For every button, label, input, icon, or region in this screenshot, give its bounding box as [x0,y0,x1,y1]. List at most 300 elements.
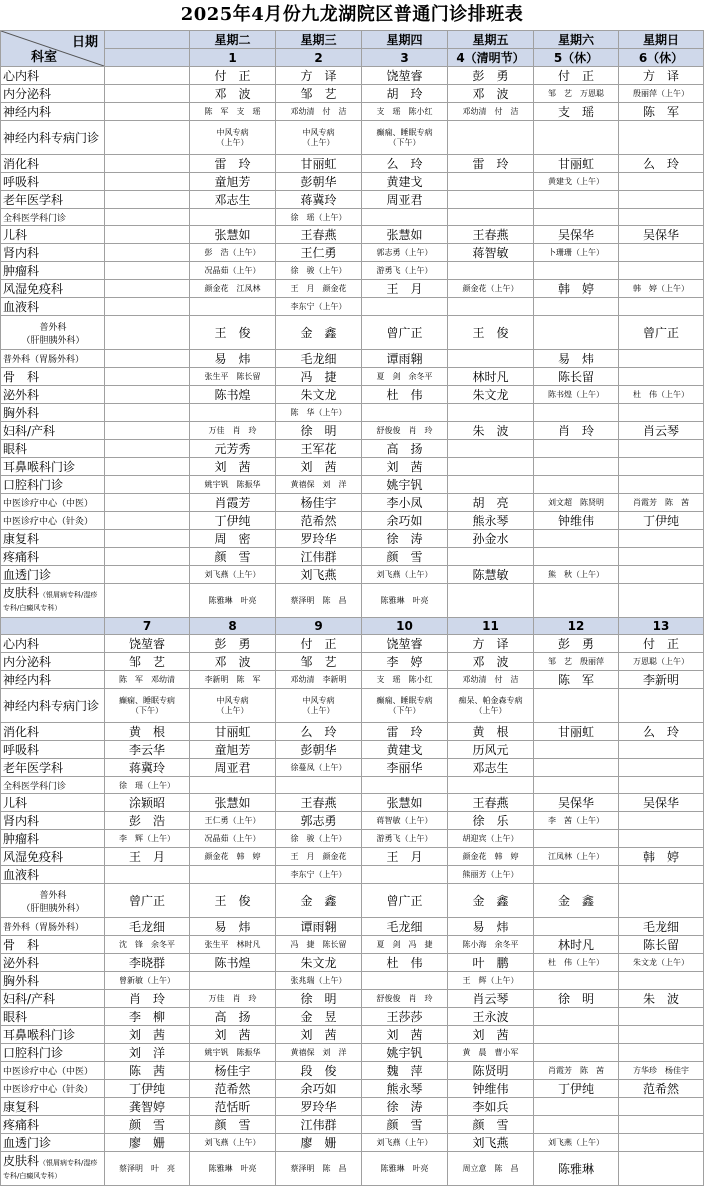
department-name: 血透门诊 [1,566,105,584]
doctor-cell: 陈雅琳 [534,1152,619,1186]
doctor-cell: 况晶茹（上午） [190,262,276,280]
date-header: 7 [105,618,190,635]
doctor-cell: 李 辉（上午） [105,830,190,848]
doctor-cell [619,458,704,476]
doctor-cell: 徐 明 [276,422,362,440]
doctor-cell: 历风元 [448,741,534,759]
doctor-cell [448,121,534,155]
empty-cell [105,386,190,404]
doctor-cell: 黄禧保 刘 洋 [276,476,362,494]
table-row [1,173,704,191]
doctor-cell [619,404,704,422]
empty-cell [105,548,190,566]
doctor-cell: 范希然 [619,1080,704,1098]
doctor-cell [619,1098,704,1116]
doctor-cell: 江伟群 [276,1116,362,1134]
table-row [1,404,704,422]
empty-cell [105,209,190,226]
doctor-cell: 徐 涛 [362,530,448,548]
doctor-cell: 廖 姗 [105,1134,190,1152]
doctor-cell [619,759,704,777]
table-row [1,298,704,316]
table-row [1,759,704,777]
doctor-cell: 曾广正 [362,316,448,350]
doctor-cell: 中风专病 （上午） [190,121,276,155]
table-row [1,209,704,226]
doctor-cell [534,1008,619,1026]
doctor-cell [190,209,276,226]
doctor-cell: 李东宁（上午） [276,866,362,884]
doctor-cell: 李 柳 [105,1008,190,1026]
doctor-cell: 王 月 颜金花 [276,848,362,866]
department-name: 风湿免疫科 [1,848,105,866]
empty-cell [105,67,190,85]
department-name: 康复科 [1,530,105,548]
doctor-cell: 刘飞燕（上午） [190,1134,276,1152]
department-name: 老年医学科 [1,191,105,209]
doctor-cell: 黄 晨 曹小军 [448,1044,534,1062]
doctor-cell: 方 译 [276,67,362,85]
doctor-cell: 陈雅琳 叶亮 [190,1152,276,1186]
doctor-cell: 徐 涛 [362,1098,448,1116]
doctor-cell [534,440,619,458]
doctor-cell [619,1134,704,1152]
doctor-cell: 陈贤明 [448,1062,534,1080]
doctor-cell: 周立意 陈 昌 [448,1152,534,1186]
empty-cell [105,512,190,530]
table-row [1,972,704,990]
table-row [1,689,704,723]
table-row [1,440,704,458]
doctor-cell: 易 炜 [534,350,619,368]
empty-cell [105,226,190,244]
doctor-cell: 胡迎宾（上午） [448,830,534,848]
doctor-cell [448,350,534,368]
doctor-cell: 陈书煌 [190,386,276,404]
table-row [1,244,704,262]
doctor-cell [534,972,619,990]
weekday-header: 星期三 [276,31,362,49]
doctor-cell: 王春燕 [276,794,362,812]
doctor-cell: 李 婷 [362,653,448,671]
table-row [1,476,704,494]
doctor-cell: 姚宇钒 陈振华 [190,476,276,494]
date-header: 10 [362,618,448,635]
doctor-cell [534,476,619,494]
department-name: 儿科 [1,794,105,812]
schedule-table-week1 [0,30,704,1186]
doctor-cell: 刘飞燕（上午） [190,566,276,584]
doctor-cell: 么 玲 [619,155,704,173]
department-name: 康复科 [1,1098,105,1116]
doctor-cell: 陈小海 余冬平 [448,936,534,954]
table-row [1,548,704,566]
doctor-cell: 癫痫、睡眠专病 （下午） [362,121,448,155]
doctor-cell: 付 正 [534,67,619,85]
doctor-cell: 罗玲华 [276,530,362,548]
table-row [1,741,704,759]
doctor-cell: 付 正 [190,67,276,85]
doctor-cell: 邓幼清 李新明 [276,671,362,689]
doctor-cell: 么 玲 [362,155,448,173]
doctor-cell: 涂颖昭 [105,794,190,812]
doctor-cell: 支 瑶 [534,103,619,121]
doctor-cell [534,1116,619,1134]
doctor-cell [448,404,534,422]
empty-cell [105,476,190,494]
doctor-cell: 刘 茜 [190,1026,276,1044]
doctor-cell: 邹 艺 殷丽萍 [534,653,619,671]
department-name: 神经内科 [1,103,105,121]
doctor-cell: 金 昱 [276,1008,362,1026]
empty-cell [105,440,190,458]
doctor-cell: 韩 婷（上午） [619,280,704,298]
doctor-cell: 张慧如 [190,226,276,244]
doctor-cell [534,458,619,476]
doctor-cell: 陈书煌（上午） [534,386,619,404]
doctor-cell: 殷丽萍（上午） [619,85,704,103]
doctor-cell [448,209,534,226]
empty-cell [105,103,190,121]
doctor-cell: 彭 勇 [190,635,276,653]
doctor-cell: 胡 亮 [448,494,534,512]
doctor-cell: 彭朝华 [276,741,362,759]
doctor-cell [619,972,704,990]
doctor-cell [534,121,619,155]
doctor-cell: 金 鑫 [276,316,362,350]
week2-date-row [1,618,704,635]
doctor-cell [619,1008,704,1026]
date-header: 1 [190,49,276,67]
doctor-cell: 陈 华（上午） [276,404,362,422]
corner-date-label: 日期 [71,35,98,50]
table-row [1,653,704,671]
doctor-cell [448,298,534,316]
doctor-cell: 张慧如 [190,794,276,812]
doctor-cell: 陈慧敏 [448,566,534,584]
doctor-cell: 彭朝华 [276,173,362,191]
department-name: 内分泌科 [1,85,105,103]
department-name: 肾内科 [1,244,105,262]
doctor-cell: 徐 瑶（上午） [276,209,362,226]
doctor-cell: 丁伊纯 [190,512,276,530]
table-row [1,1152,704,1186]
empty-cell [105,566,190,584]
department-name: 全科医学科门诊 [1,209,105,226]
table-row [1,777,704,794]
doctor-cell: 陈雅琳 叶亮 [362,1152,448,1186]
doctor-cell: 周亚君 [190,759,276,777]
date-header: 13 [619,618,704,635]
date-header: 3 [362,49,448,67]
doctor-cell: 郭志勇 [276,812,362,830]
doctor-cell [619,476,704,494]
doctor-cell: 朱文龙 [448,386,534,404]
doctor-cell: 金 鑫 [448,884,534,918]
doctor-cell: 徐 明 [534,990,619,1008]
doctor-cell: 毛龙细 [276,350,362,368]
department-name: 疼痛科 [1,1116,105,1134]
doctor-cell: 王 月 [362,848,448,866]
department-name: 老年医学科 [1,759,105,777]
doctor-cell [619,440,704,458]
doctor-cell [534,689,619,723]
table-row [1,494,704,512]
doctor-cell: 肖云琴 [448,990,534,1008]
doctor-cell [105,866,190,884]
empty-cell [105,244,190,262]
doctor-cell: 陈 茜 [105,1062,190,1080]
doctor-cell: 邓幼清 付 洁 [448,103,534,121]
doctor-cell [534,209,619,226]
doctor-cell: 张慧如 [362,794,448,812]
doctor-cell: 万佳 肖 玲 [190,422,276,440]
doctor-cell: 游勇飞（上午） [362,830,448,848]
doctor-cell: 熊丽芳（上午） [448,866,534,884]
doctor-cell: 支 瑶 陈小红 [362,671,448,689]
doctor-cell: 朱文龙 [276,386,362,404]
doctor-cell: 王军花 [276,440,362,458]
doctor-cell: 龚智婷 [105,1098,190,1116]
doctor-cell: 张生平 陈长留 [190,368,276,386]
doctor-cell: 林时凡 [534,936,619,954]
doctor-cell: 王仁勇（上午） [190,812,276,830]
department-name: 中医诊疗中心（针灸） [1,1080,105,1098]
doctor-cell: 范希然 [190,1080,276,1098]
table-row [1,794,704,812]
doctor-cell [619,830,704,848]
table-row [1,1044,704,1062]
doctor-cell: 毛龙细 [362,918,448,936]
doctor-cell: 李小凤 [362,494,448,512]
doctor-cell [619,1116,704,1134]
table-row [1,530,704,548]
doctor-cell [448,777,534,794]
doctor-cell: 曾广正 [362,884,448,918]
doctor-cell: 支 瑶 陈小红 [362,103,448,121]
doctor-cell: 熊永琴 [448,512,534,530]
department-name: 肿瘤科 [1,262,105,280]
department-name: 神经内科专病门诊 [1,689,105,723]
empty-cell [105,173,190,191]
doctor-cell: 陈长留 [534,368,619,386]
doctor-cell [534,584,619,618]
doctor-cell: 蒋冀玲 [105,759,190,777]
doctor-cell: 邓 波 [448,653,534,671]
doctor-cell: 夏 剑 余冬平 [362,368,448,386]
department-name: 妇科/产科 [1,422,105,440]
doctor-cell: 邓 波 [190,85,276,103]
doctor-cell: 黄 根 [105,723,190,741]
doctor-cell: 邓 波 [190,653,276,671]
doctor-cell [276,777,362,794]
doctor-cell: 甘丽虹 [190,723,276,741]
doctor-cell: 黄建戈（上午） [534,173,619,191]
doctor-cell [534,830,619,848]
doctor-cell: 颜 雪 [190,548,276,566]
doctor-cell: 雷 玲 [362,723,448,741]
doctor-cell: 刘文超 陈贤明 [534,494,619,512]
doctor-cell: 肖霞芳 陈 茜 [534,1062,619,1080]
empty-cell [105,368,190,386]
doctor-cell [190,972,276,990]
date-header: 8 [190,618,276,635]
weekday-header [105,31,190,49]
doctor-cell: 易 炜 [448,918,534,936]
doctor-cell: 李如兵 [448,1098,534,1116]
doctor-cell: 王 月 颜金花 [276,280,362,298]
table-row [1,67,704,85]
doctor-cell: 彭 浩 [105,812,190,830]
doctor-cell: 韩 婷 [534,280,619,298]
doctor-cell: 朱文龙 [276,954,362,972]
department-name: 儿科 [1,226,105,244]
doctor-cell: 甘丽虹 [534,155,619,173]
doctor-cell: 冯 捷 [276,368,362,386]
doctor-cell: 黄禧保 刘 洋 [276,1044,362,1062]
department-name: 全科医学科门诊 [1,777,105,794]
doctor-cell [190,404,276,422]
doctor-cell: 段 俊 [276,1062,362,1080]
doctor-cell [534,777,619,794]
doctor-cell: 曾新敏（上午） [105,972,190,990]
department-note: （银屑病专科/湿疹专科/白癜风专科） [3,1158,98,1180]
doctor-cell: 么 玲 [619,723,704,741]
doctor-cell: 杜 伟 [362,386,448,404]
doctor-cell: 冯 捷 陈长留 [276,936,362,954]
doctor-cell [534,316,619,350]
doctor-cell: 刘 茜 [105,1026,190,1044]
table-row [1,1008,704,1026]
doctor-cell: 彭 勇 [448,67,534,85]
doctor-cell: 方 译 [448,635,534,653]
doctor-cell: 姚宇钒 [362,476,448,494]
date-header: 12 [534,618,619,635]
table-row [1,884,704,918]
department-name: 眼科 [1,1008,105,1026]
department-name: 内分泌科 [1,653,105,671]
department-name: 泌外科 [1,954,105,972]
doctor-cell: 邹 艺 [276,653,362,671]
table-row [1,103,704,121]
doctor-cell: 黄建戈 [362,173,448,191]
doctor-cell: 肖 玲 [534,422,619,440]
doctor-cell [534,759,619,777]
doctor-cell [448,262,534,280]
table-row [1,954,704,972]
doctor-cell: 朱 波 [619,990,704,1008]
doctor-cell: 痴呆、帕金森专病 （上午） [448,689,534,723]
doctor-cell [448,191,534,209]
doctor-cell: 童旭芳 [190,173,276,191]
doctor-cell: 方 译 [619,67,704,85]
doctor-cell: 王 辉（上午） [448,972,534,990]
doctor-cell: 沈 锋 余冬平 [105,936,190,954]
doctor-cell: 邓志生 [448,759,534,777]
empty-cell [105,422,190,440]
doctor-cell: 范恬昕 [190,1098,276,1116]
doctor-cell: 况晶茹（上午） [190,830,276,848]
doctor-cell: 王 俊 [190,316,276,350]
table-row [1,280,704,298]
doctor-cell [619,368,704,386]
table-row [1,936,704,954]
doctor-cell [619,741,704,759]
doctor-cell [619,777,704,794]
table-row [1,368,704,386]
doctor-cell: 彭 勇 [534,635,619,653]
doctor-cell: 邓志生 [190,191,276,209]
doctor-cell: 杜 伟（上午） [619,386,704,404]
table-row [1,316,704,350]
doctor-cell: 黄 根 [448,723,534,741]
doctor-cell: 颜 雪 [105,1116,190,1134]
doctor-cell: 颜 雪 [362,1116,448,1134]
doctor-cell [534,741,619,759]
date-header: 9 [276,618,362,635]
doctor-cell [362,298,448,316]
doctor-cell: 刘 茜 [448,1026,534,1044]
doctor-cell [619,689,704,723]
doctor-cell: 舒俊俊 肖 玲 [362,422,448,440]
corner-header [1,31,105,67]
doctor-cell [619,121,704,155]
table-row [1,812,704,830]
doctor-cell: 黄建戈 [362,741,448,759]
doctor-cell: 林时凡 [448,368,534,386]
doctor-cell: 彭 浩（上午） [190,244,276,262]
table-row [1,422,704,440]
doctor-cell: 蒋智敏 [448,244,534,262]
department-name: 疼痛科 [1,548,105,566]
doctor-cell [619,350,704,368]
doctor-cell: 姚宇钒 [362,1044,448,1062]
department-name: 血透门诊 [1,1134,105,1152]
doctor-cell: 甘丽虹 [276,155,362,173]
doctor-cell [619,884,704,918]
doctor-cell: 徐 乐 [448,812,534,830]
doctor-cell [362,972,448,990]
doctor-cell [619,1026,704,1044]
doctor-cell [448,476,534,494]
doctor-cell [619,209,704,226]
table-row [1,1026,704,1044]
doctor-cell: 李新明 陈 军 [190,671,276,689]
doctor-cell: 肖霞芳 陈 茜 [619,494,704,512]
empty-cell [105,85,190,103]
table-row [1,1134,704,1152]
doctor-cell: 朱 波 [448,422,534,440]
doctor-cell: 付 正 [276,635,362,653]
table-row [1,635,704,653]
doctor-cell: 徐 骏（上午） [276,262,362,280]
doctor-cell: 谭雨翱 [276,918,362,936]
date-header: 4（清明节） [448,49,534,67]
doctor-cell: 周 密 [190,530,276,548]
doctor-cell: 颜金花 江凤林 [190,280,276,298]
table-row [1,512,704,530]
doctor-cell: 蔡泽明 陈 昌 [276,584,362,618]
empty-cell [105,191,190,209]
table-row [1,848,704,866]
department-name: 骨 科 [1,368,105,386]
doctor-cell [448,584,534,618]
doctor-cell [362,209,448,226]
weekday-header: 星期五 [448,31,534,49]
doctor-cell: 付 正 [619,635,704,653]
doctor-cell: 叶 鹏 [448,954,534,972]
doctor-cell: 饶堃睿 [362,635,448,653]
